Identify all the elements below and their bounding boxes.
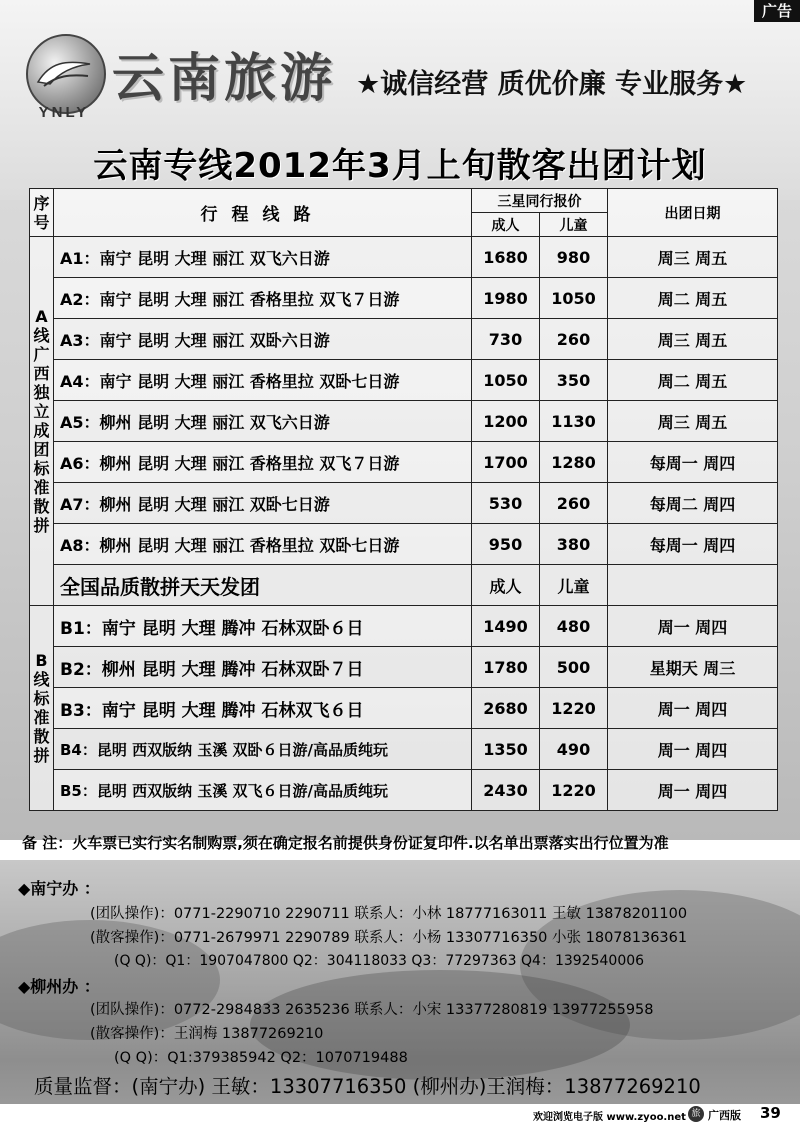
nanning-qq: (Q Q)：Q1：1907047800 Q2：304118033 Q3：77297363 Q4：1392540006 (114, 953, 645, 969)
price-child: 260 (540, 483, 608, 524)
sail-wave-logo-icon (36, 58, 92, 88)
price-adult: 1980 (472, 278, 540, 319)
liuzhou-office-label: ◆柳州办 ： (18, 977, 100, 996)
price-child: 1050 (540, 278, 608, 319)
price-child: 1220 (540, 688, 608, 729)
remark-note: 备 注：火车票已实行实名制购票,须在确定报名前提供身份证复印件.以名单出票落实出行位置为准 (22, 834, 669, 852)
departure-dates: 周二 周五 (608, 360, 778, 401)
price-child: 1130 (540, 401, 608, 442)
price-adult: 730 (472, 319, 540, 360)
tour-schedule-table (29, 188, 778, 811)
price-child: 480 (540, 606, 608, 647)
national-child-label: 儿童 (540, 565, 608, 606)
route-a3: A3：南宁 昆明 大理 丽江 双卧六日游 (54, 319, 472, 360)
liuzhou-group-contact: (团队操作)：0772-2984833 2635236 联系人：小宋 13377280819 13977255958 (90, 1002, 654, 1018)
travel-logo-icon: 旅 (688, 1106, 704, 1122)
header-no: 序 号 (30, 189, 54, 237)
header-price-group: 三星同行报价 (472, 189, 608, 213)
departure-dates: 周三 周五 (608, 237, 778, 278)
departure-dates: 周二 周五 (608, 278, 778, 319)
logo-letters: YNLY (38, 104, 90, 121)
route-b2: B2：柳州 昆明 大理 腾冲 石林双卧７日 (54, 647, 472, 688)
price-adult: 2430 (472, 770, 540, 811)
route-b3: B3：南宁 昆明 大理 腾冲 石林双飞６日 (54, 688, 472, 729)
route-a8: A8：柳州 昆明 大理 丽江 香格里拉 双卧七日游 (54, 524, 472, 565)
price-adult: 950 (472, 524, 540, 565)
header-route: 行程线路 (54, 189, 472, 237)
header-adult: 成人 (472, 213, 540, 237)
liuzhou-qq: (Q Q)：Q1:379385942 Q2：1070719488 (114, 1050, 408, 1066)
national-dates (608, 565, 778, 606)
departure-dates: 周三 周五 (608, 401, 778, 442)
header-dates: 出团日期 (608, 189, 778, 237)
price-adult: 1200 (472, 401, 540, 442)
route-a6: A6：柳州 昆明 大理 丽江 香格里拉 双飞７日游 (54, 442, 472, 483)
price-child: 500 (540, 647, 608, 688)
departure-dates: 周一 周四 (608, 688, 778, 729)
national-adult-label: 成人 (472, 565, 540, 606)
departure-dates: 周一 周四 (608, 729, 778, 770)
price-adult: 1700 (472, 442, 540, 483)
price-adult: 1490 (472, 606, 540, 647)
nanning-fit-contact: (散客操作)：0771-2679971 2290789 联系人：小杨 13307716350 小张 18078136361 (90, 930, 688, 946)
price-child: 260 (540, 319, 608, 360)
nanning-office-label: ◆南宁办 ： (18, 879, 100, 898)
slogan: ★诚信经营 质优价廉 专业服务★ (356, 69, 748, 100)
price-child: 980 (540, 237, 608, 278)
price-adult: 2680 (472, 688, 540, 729)
price-adult: 1680 (472, 237, 540, 278)
liuzhou-fit-contact: (散客操作)：王润梅 13877269210 (90, 1026, 324, 1042)
departure-dates: 周一 周四 (608, 606, 778, 647)
price-child: 1280 (540, 442, 608, 483)
header-child: 儿童 (540, 213, 608, 237)
quality-supervision: 质量监督：(南宁办) 王敏：13307716350 (柳州办)王润梅：13877269210 (34, 1075, 701, 1098)
brand-name: 云南旅游 (112, 49, 337, 109)
route-a4: A4：南宁 昆明 大理 丽江 香格里拉 双卧七日游 (54, 360, 472, 401)
price-adult: 1050 (472, 360, 540, 401)
route-a7: A7：柳州 昆明 大理 丽江 双卧七日游 (54, 483, 472, 524)
departure-dates: 星期天 周三 (608, 647, 778, 688)
departure-dates: 每周一 周四 (608, 442, 778, 483)
footer-edition: 广西版 (708, 1109, 741, 1122)
route-a1: A1：南宁 昆明 大理 丽江 双飞六日游 (54, 237, 472, 278)
route-b4: B4：昆明 西双版纳 玉溪 双卧６日游/高品质纯玩 (54, 729, 472, 770)
price-adult: 1780 (472, 647, 540, 688)
price-adult: 530 (472, 483, 540, 524)
group-a-label: A 线 广 西 独 立 成 团 标 准 散 拼 (30, 237, 54, 606)
price-child: 380 (540, 524, 608, 565)
page-title: 云南专线2012年3月上旬散客出团计划 (93, 146, 707, 186)
departure-dates: 周三 周五 (608, 319, 778, 360)
footer-website[interactable]: 欢迎浏览电子版 www.zyoo.net (533, 1112, 686, 1123)
ad-tag: 广告 (754, 0, 800, 22)
departure-dates: 周一 周四 (608, 770, 778, 811)
price-child: 490 (540, 729, 608, 770)
national-daily-tours: 全国品质散拼天天发团 (54, 565, 472, 606)
price-child: 350 (540, 360, 608, 401)
price-adult: 1350 (472, 729, 540, 770)
page-number: 39 (760, 1104, 781, 1122)
route-a5: A5：柳州 昆明 大理 丽江 双飞六日游 (54, 401, 472, 442)
departure-dates: 每周一 周四 (608, 524, 778, 565)
route-b1: B1：南宁 昆明 大理 腾冲 石林双卧６日 (54, 606, 472, 647)
departure-dates: 每周二 周四 (608, 483, 778, 524)
route-b5: B5：昆明 西双版纳 玉溪 双飞６日游/高品质纯玩 (54, 770, 472, 811)
nanning-group-contact: (团队操作)：0771-2290710 2290711 联系人：小林 18777163011 王敏 13878201100 (90, 906, 688, 922)
price-child: 1220 (540, 770, 608, 811)
group-b-label: B 线 标 准 散 拼 (30, 606, 54, 811)
route-a2: A2：南宁 昆明 大理 丽江 香格里拉 双飞７日游 (54, 278, 472, 319)
